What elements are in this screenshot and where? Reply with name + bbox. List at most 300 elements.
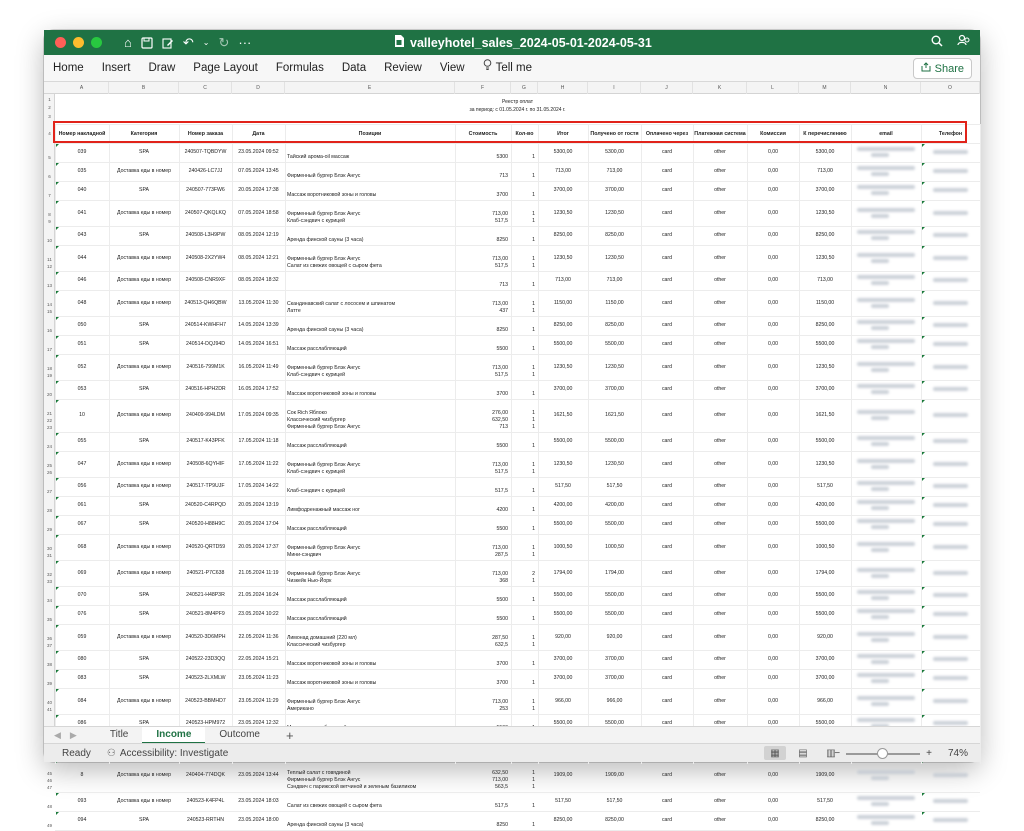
item-qty-cell[interactable]: 1 <box>532 803 535 809</box>
commission-cell[interactable]: 0,00 <box>767 412 779 418</box>
item-name-cell[interactable]: Фирменный бургер Блэк Ангус <box>287 256 361 262</box>
payment-system-cell[interactable]: other <box>714 364 726 370</box>
category-cell[interactable]: Доставка еды в номер <box>117 364 171 370</box>
zoom-out-button[interactable]: − <box>834 748 841 759</box>
total-cell[interactable]: 713,00 <box>555 277 571 283</box>
close-window-button[interactable] <box>55 37 66 48</box>
received-cell[interactable]: 1621,50 <box>605 412 624 418</box>
commission-cell[interactable]: 0,00 <box>767 168 779 174</box>
item-name-cell[interactable]: Массаж расслабляющий <box>287 616 347 622</box>
item-name-cell[interactable]: Теплый салат с говядиной <box>287 770 351 776</box>
item-name-cell[interactable]: Классический чизбургер <box>287 642 346 648</box>
category-cell[interactable]: Доставка еды в номер <box>117 300 171 306</box>
item-name-cell[interactable]: Лимонад домашний (220 мл) <box>287 635 357 641</box>
item-name-cell[interactable]: Мини-сэндвич <box>287 552 322 558</box>
order-number-cell[interactable]: 240508-L3H9PW <box>185 232 226 238</box>
payout-cell[interactable]: 3700,00 <box>815 386 835 392</box>
home-icon[interactable]: ⌂ <box>124 35 132 50</box>
item-qty-cell[interactable]: 1 <box>532 770 535 776</box>
total-cell[interactable]: 8250,00 <box>553 322 573 328</box>
item-qty-cell[interactable]: 1 <box>532 635 535 641</box>
total-cell[interactable]: 5500,00 <box>553 611 573 617</box>
received-cell[interactable]: 713,00 <box>606 168 623 174</box>
item-qty-cell[interactable]: 1 <box>532 642 535 648</box>
paid-via-cell[interactable]: card <box>661 412 673 418</box>
order-number-cell[interactable]: 240507-773FW6 <box>186 187 225 193</box>
category-cell[interactable]: Доставка еды в номер <box>117 255 171 261</box>
paid-via-cell[interactable]: card <box>661 675 673 681</box>
received-cell[interactable]: 920,00 <box>606 634 623 640</box>
row-header[interactable]: 47 <box>46 785 52 790</box>
total-cell[interactable]: 517,50 <box>555 483 571 489</box>
total-cell[interactable]: 1230,50 <box>553 364 573 370</box>
row-header[interactable]: 15 <box>46 309 52 314</box>
invoice-number-cell[interactable]: 053 <box>77 386 87 392</box>
row-header[interactable]: 22 <box>46 418 52 423</box>
payout-cell[interactable]: 920,00 <box>817 634 833 640</box>
commission-cell[interactable]: 0,00 <box>767 300 779 306</box>
payout-cell[interactable]: 713,00 <box>817 277 833 283</box>
item-price-cell[interactable]: 3700 <box>496 680 508 686</box>
item-qty-cell[interactable]: 1 <box>532 365 535 371</box>
redo-icon[interactable]: ↻ <box>218 34 230 50</box>
header-cell[interactable]: email <box>879 130 893 137</box>
date-cell[interactable]: 17.05.2024 11:18 <box>238 438 279 444</box>
row-header[interactable]: 25 <box>46 463 52 468</box>
received-cell[interactable]: 8250,00 <box>605 232 624 238</box>
commission-cell[interactable]: 0,00 <box>767 364 779 370</box>
category-cell[interactable]: Доставка еды в номер <box>117 772 171 778</box>
item-name-cell[interactable]: Чизкейк Нью-Йорк <box>287 578 332 584</box>
commission-cell[interactable]: 0,00 <box>767 187 779 193</box>
page-layout-view-icon[interactable]: ▤ <box>798 747 808 759</box>
received-cell[interactable]: 1909,00 <box>605 772 624 778</box>
payment-system-cell[interactable]: other <box>714 461 726 467</box>
item-qty-cell[interactable]: 2 <box>532 571 535 577</box>
paid-via-cell[interactable]: card <box>661 483 673 489</box>
item-name-cell[interactable]: Фирменный бургер Блэк Ангус <box>287 211 361 217</box>
item-qty-cell[interactable]: 1 <box>532 192 535 198</box>
category-cell[interactable]: SPA <box>139 386 149 392</box>
item-qty-cell[interactable]: 1 <box>532 616 535 622</box>
total-cell[interactable]: 5500,00 <box>553 521 573 527</box>
paid-via-cell[interactable]: card <box>661 386 673 392</box>
item-price-cell[interactable]: 5500 <box>496 526 508 532</box>
category-cell[interactable]: SPA <box>139 322 149 328</box>
item-qty-cell[interactable]: 1 <box>532 777 535 783</box>
order-number-cell[interactable]: 240514-KWHFH7 <box>185 322 226 328</box>
payment-system-cell[interactable]: other <box>714 412 726 418</box>
order-number-cell[interactable]: 240508-6QYHIF <box>186 461 225 467</box>
category-cell[interactable]: Доставка еды в номер <box>117 277 171 283</box>
invoice-number-cell[interactable]: 047 <box>77 461 87 467</box>
received-cell[interactable]: 4200,00 <box>605 502 624 508</box>
date-cell[interactable]: 08.05.2024 18:32 <box>238 277 279 283</box>
commission-cell[interactable]: 0,00 <box>767 611 779 617</box>
title-cell[interactable]: Реестр оплат <box>501 99 533 105</box>
accessibility-status[interactable]: Accessibility: Investigate <box>119 747 229 759</box>
category-cell[interactable]: Доставка еды в номер <box>117 634 171 640</box>
item-qty-cell[interactable]: 1 <box>532 424 535 430</box>
ribbon-tab-data[interactable]: Data <box>341 61 367 74</box>
invoice-number-cell[interactable]: 051 <box>77 341 87 347</box>
column-header-k[interactable]: K <box>693 82 747 94</box>
invoice-number-cell[interactable]: 083 <box>77 675 87 681</box>
column-header-g[interactable]: G <box>511 82 538 94</box>
received-cell[interactable]: 1150,00 <box>605 300 624 306</box>
payout-cell[interactable]: 3700,00 <box>815 187 835 193</box>
commission-cell[interactable]: 0,00 <box>767 502 779 508</box>
item-price-cell[interactable]: 517,5 <box>495 469 508 475</box>
date-cell[interactable]: 07.05.2024 13:45 <box>238 168 279 174</box>
header-cell[interactable]: К перечислению <box>803 130 847 137</box>
row-header[interactable]: 48 <box>46 804 52 809</box>
item-name-cell[interactable]: Лимфодренажный массаж ног <box>287 507 360 513</box>
item-name-cell[interactable]: Клаб-сэндвич с курицей <box>287 372 345 378</box>
order-number-cell[interactable]: 240523-HPM972 <box>185 720 226 726</box>
order-number-cell[interactable]: 240520-H88H9C <box>186 521 225 527</box>
period-cell[interactable]: за период: с 01.05.2024 г. по 31.05.2024 г. <box>469 107 566 113</box>
invoice-number-cell[interactable]: 040 <box>77 187 87 193</box>
row-header[interactable]: 9 <box>48 219 51 224</box>
undo-icon[interactable]: ↶ <box>182 34 194 50</box>
total-cell[interactable]: 713,00 <box>555 168 571 174</box>
payout-cell[interactable]: 1150,00 <box>815 300 835 306</box>
payment-system-cell[interactable]: other <box>714 210 726 216</box>
payout-cell[interactable]: 5500,00 <box>815 592 835 598</box>
row-header[interactable]: 14 <box>46 302 52 307</box>
row-header[interactable]: 27 <box>46 489 52 494</box>
item-name-cell[interactable]: Фирменный бургер Блэк Ангус <box>287 545 361 551</box>
invoice-number-cell[interactable]: 070 <box>77 592 87 598</box>
item-price-cell[interactable]: 632,50 <box>492 770 508 776</box>
row-header[interactable]: 20 <box>46 392 52 397</box>
commission-cell[interactable]: 0,00 <box>767 149 779 155</box>
zoom-window-button[interactable] <box>91 37 102 48</box>
paid-via-cell[interactable]: card <box>661 364 673 370</box>
paid-via-cell[interactable]: card <box>661 611 673 617</box>
item-qty-cell[interactable]: 1 <box>532 462 535 468</box>
received-cell[interactable]: 5500,00 <box>605 592 624 598</box>
invoice-number-cell[interactable]: 052 <box>77 364 87 370</box>
item-name-cell[interactable]: Клаб-сэндвич с курицей <box>287 469 345 475</box>
payout-cell[interactable]: 5500,00 <box>815 438 835 444</box>
row-header[interactable]: 49 <box>46 823 52 828</box>
total-cell[interactable]: 517,50 <box>555 798 571 804</box>
column-header-b[interactable]: B <box>109 82 179 94</box>
payout-cell[interactable]: 8250,00 <box>815 817 835 823</box>
zoom-in-button[interactable]: + <box>926 748 932 759</box>
category-cell[interactable]: SPA <box>139 611 149 617</box>
account-icon[interactable] <box>957 34 970 52</box>
commission-cell[interactable]: 0,00 <box>767 232 779 238</box>
category-cell[interactable]: SPA <box>139 438 149 444</box>
item-name-cell[interactable]: Фирменный бургер Блэк Ангус <box>287 424 361 430</box>
item-price-cell[interactable]: 713,00 <box>492 777 508 783</box>
received-cell[interactable]: 1230,50 <box>605 255 624 261</box>
total-cell[interactable]: 3700,00 <box>553 187 573 193</box>
payout-cell[interactable]: 517,50 <box>817 483 833 489</box>
commission-cell[interactable]: 0,00 <box>767 634 779 640</box>
row-header[interactable]: 13 <box>46 283 52 288</box>
payment-system-cell[interactable]: other <box>714 656 726 662</box>
accessibility-icon[interactable]: ⚇ <box>106 747 116 759</box>
item-price-cell[interactable]: 713,00 <box>492 301 508 307</box>
item-name-cell[interactable]: Массаж расслабляющий <box>287 346 347 352</box>
payout-cell[interactable]: 3700,00 <box>815 675 835 681</box>
received-cell[interactable]: 5500,00 <box>605 611 624 617</box>
row-header[interactable]: 33 <box>46 579 52 584</box>
item-name-cell[interactable]: Фирменный бургер Блэк Ангус <box>287 462 361 468</box>
total-cell[interactable]: 1000,50 <box>553 544 573 550</box>
header-cell[interactable]: Кол-во <box>515 130 534 137</box>
invoice-number-cell[interactable]: 061 <box>77 502 87 508</box>
received-cell[interactable]: 1794,00 <box>605 570 624 576</box>
row-header[interactable]: 37 <box>46 643 52 648</box>
column-header-n[interactable]: N <box>851 82 921 94</box>
row-header[interactable]: 10 <box>46 238 52 243</box>
category-cell[interactable]: SPA <box>139 592 149 598</box>
header-cell[interactable]: Оплачено через <box>645 130 689 137</box>
item-qty-cell[interactable]: 1 <box>532 507 535 513</box>
paid-via-cell[interactable]: card <box>661 720 673 726</box>
total-cell[interactable]: 5500,00 <box>553 592 573 598</box>
total-cell[interactable]: 4200,00 <box>553 502 573 508</box>
row-header[interactable]: 12 <box>46 264 52 269</box>
column-header-i[interactable]: I <box>588 82 641 94</box>
header-cell[interactable]: Платежная система <box>694 130 746 137</box>
date-cell[interactable]: 17.05.2024 09:35 <box>238 412 279 418</box>
total-cell[interactable]: 966,00 <box>555 698 571 704</box>
total-cell[interactable]: 1150,00 <box>553 300 573 306</box>
commission-cell[interactable]: 0,00 <box>767 798 779 804</box>
header-cell[interactable]: Получено от гостя <box>590 130 639 137</box>
date-cell[interactable]: 22.05.2024 15:21 <box>238 656 279 662</box>
order-number-cell[interactable]: 240520-C4RPQD <box>185 502 226 508</box>
item-price-cell[interactable]: 5500 <box>496 597 508 603</box>
item-name-cell[interactable]: Массаж расслабляющий <box>287 597 347 603</box>
commission-cell[interactable]: 0,00 <box>767 656 779 662</box>
order-number-cell[interactable]: 240523-K4FP4L <box>186 798 225 804</box>
item-price-cell[interactable]: 713,00 <box>492 211 508 217</box>
total-cell[interactable]: 3700,00 <box>553 656 573 662</box>
date-cell[interactable]: 23.05.2024 18:03 <box>238 798 279 804</box>
commission-cell[interactable]: 0,00 <box>767 461 779 467</box>
paid-via-cell[interactable]: card <box>661 210 673 216</box>
category-cell[interactable]: Доставка еды в номер <box>117 698 171 704</box>
received-cell[interactable]: 5500,00 <box>605 720 624 726</box>
item-qty-cell[interactable]: 1 <box>532 488 535 494</box>
invoice-number-cell[interactable]: 093 <box>77 798 87 804</box>
received-cell[interactable]: 3700,00 <box>605 675 624 681</box>
item-qty-cell[interactable]: 1 <box>532 706 535 712</box>
item-name-cell[interactable]: Клаб-сэндвич с курицей <box>287 488 345 494</box>
payment-system-cell[interactable]: other <box>714 483 726 489</box>
date-cell[interactable]: 20.05.2024 17:04 <box>238 521 279 527</box>
date-cell[interactable]: 17.05.2024 11:22 <box>238 461 279 467</box>
item-qty-cell[interactable]: 1 <box>532 391 535 397</box>
payment-system-cell[interactable]: other <box>714 255 726 261</box>
received-cell[interactable]: 3700,00 <box>605 656 624 662</box>
payout-cell[interactable]: 966,00 <box>817 698 833 704</box>
item-qty-cell[interactable]: 1 <box>532 211 535 217</box>
item-qty-cell[interactable]: 1 <box>532 545 535 551</box>
order-number-cell[interactable]: 240426-LC7JJ <box>188 168 223 174</box>
ribbon-tab-draw[interactable]: Draw <box>148 61 176 74</box>
commission-cell[interactable]: 0,00 <box>767 341 779 347</box>
payout-cell[interactable]: 1621,50 <box>815 412 835 418</box>
header-cell[interactable]: Позиции <box>358 130 382 137</box>
item-price-cell[interactable]: 713 <box>499 282 508 288</box>
paid-via-cell[interactable]: card <box>661 322 673 328</box>
payment-system-cell[interactable]: other <box>714 698 726 704</box>
item-price-cell[interactable]: 5500 <box>496 346 508 352</box>
order-number-cell[interactable]: 240409-994LDM <box>186 412 225 418</box>
received-cell[interactable]: 3700,00 <box>605 187 624 193</box>
payout-cell[interactable]: 5500,00 <box>815 521 835 527</box>
item-qty-cell[interactable]: 1 <box>532 597 535 603</box>
item-price-cell[interactable]: 287,50 <box>492 635 508 641</box>
total-cell[interactable]: 920,00 <box>555 634 571 640</box>
ribbon-tab-review[interactable]: Review <box>384 61 422 74</box>
date-cell[interactable]: 23.05.2024 11:23 <box>238 675 279 681</box>
item-price-cell[interactable]: 713,00 <box>492 462 508 468</box>
page-break-view-icon[interactable]: ▥ <box>826 747 836 759</box>
order-number-cell[interactable]: 240404-774DQK <box>186 772 225 778</box>
invoice-number-cell[interactable]: 067 <box>77 521 87 527</box>
item-price-cell[interactable]: 713,00 <box>492 545 508 551</box>
category-cell[interactable]: SPA <box>139 521 149 527</box>
order-number-cell[interactable]: 240508-CNR9XF <box>185 277 226 283</box>
column-header-m[interactable]: M <box>799 82 851 94</box>
order-number-cell[interactable]: 240507-TQBDYW <box>184 149 227 155</box>
date-cell[interactable]: 08.05.2024 12:19 <box>238 232 279 238</box>
row-header[interactable]: 31 <box>46 553 52 558</box>
commission-cell[interactable]: 0,00 <box>767 438 779 444</box>
payout-cell[interactable]: 5500,00 <box>815 720 835 726</box>
row-header[interactable]: 41 <box>46 707 52 712</box>
payout-cell[interactable]: 517,50 <box>817 798 833 804</box>
row-header[interactable]: 40 <box>46 700 52 705</box>
invoice-number-cell[interactable]: 048 <box>77 300 87 306</box>
header-cell[interactable]: Комиссия <box>760 130 786 137</box>
sheet-tab-outcome[interactable]: Outcome <box>219 728 260 740</box>
commission-cell[interactable]: 0,00 <box>767 277 779 283</box>
item-price-cell[interactable]: 517,5 <box>495 372 508 378</box>
invoice-number-cell[interactable]: 035 <box>77 168 87 174</box>
item-name-cell[interactable]: Фирменный бургер Блэк Ангус <box>287 571 361 577</box>
payment-system-cell[interactable]: other <box>714 675 726 681</box>
payout-cell[interactable]: 4200,00 <box>815 502 835 508</box>
item-name-cell[interactable]: Фирменный бургер Блэк Ангус <box>287 699 361 705</box>
category-cell[interactable]: Доставка еды в номер <box>117 412 171 418</box>
column-header-l[interactable]: L <box>747 82 799 94</box>
payment-system-cell[interactable]: other <box>714 521 726 527</box>
invoice-number-cell[interactable]: 039 <box>77 149 87 155</box>
total-cell[interactable]: 5500,00 <box>553 341 573 347</box>
item-qty-cell[interactable]: 1 <box>532 469 535 475</box>
ribbon-tab-home[interactable]: Home <box>53 61 84 74</box>
total-cell[interactable]: 1230,50 <box>553 255 573 261</box>
payment-system-cell[interactable]: other <box>714 168 726 174</box>
column-header-o[interactable]: O <box>921 82 980 94</box>
date-cell[interactable]: 21.05.2024 16:24 <box>238 592 279 598</box>
item-qty-cell[interactable]: 1 <box>532 784 535 790</box>
row-header[interactable]: 6 <box>48 174 51 179</box>
sheet-tab-income[interactable]: Income <box>142 727 205 744</box>
invoice-number-cell[interactable]: 094 <box>77 817 87 823</box>
order-number-cell[interactable]: 240517-TP9UJF <box>186 483 225 489</box>
item-name-cell[interactable]: Массаж расслабляющий <box>287 443 347 449</box>
category-cell[interactable]: Доставка еды в номер <box>117 570 171 576</box>
row-header[interactable]: 11 <box>47 257 52 262</box>
item-qty-cell[interactable]: 1 <box>532 282 535 288</box>
item-qty-cell[interactable]: 1 <box>532 327 535 333</box>
payout-cell[interactable]: 1230,50 <box>815 364 835 370</box>
payout-cell[interactable]: 713,00 <box>817 168 833 174</box>
date-cell[interactable]: 13.05.2024 11:30 <box>238 300 279 306</box>
category-cell[interactable]: Доставка еды в номер <box>117 168 171 174</box>
item-qty-cell[interactable]: 1 <box>532 661 535 667</box>
paid-via-cell[interactable]: card <box>661 698 673 704</box>
received-cell[interactable]: 3700,00 <box>605 386 624 392</box>
row-header[interactable]: 28 <box>46 508 52 513</box>
received-cell[interactable]: 1230,50 <box>605 461 624 467</box>
add-sheet-button[interactable]: + <box>285 727 294 743</box>
order-number-cell[interactable]: 240514-DQJ94D <box>186 341 225 347</box>
column-header-c[interactable]: C <box>179 82 232 94</box>
ribbon-tab-page-layout[interactable]: Page Layout <box>193 61 258 74</box>
paid-via-cell[interactable]: card <box>661 187 673 193</box>
paid-via-cell[interactable]: card <box>661 438 673 444</box>
commission-cell[interactable]: 0,00 <box>767 698 779 704</box>
order-number-cell[interactable]: 240516-HPH2DR <box>185 386 226 392</box>
item-name-cell[interactable]: Аренда финской сауны (3 часа) <box>287 822 364 828</box>
item-name-cell[interactable]: Фирменный бургер Блэк Ангус <box>287 173 361 179</box>
received-cell[interactable]: 5500,00 <box>605 341 624 347</box>
payment-system-cell[interactable]: other <box>714 149 726 155</box>
search-icon[interactable] <box>931 34 943 52</box>
category-cell[interactable]: Доставка еды в номер <box>117 483 171 489</box>
payment-system-cell[interactable]: other <box>714 300 726 306</box>
commission-cell[interactable]: 0,00 <box>767 772 779 778</box>
item-name-cell[interactable]: Массаж воротниковой зоны и головы <box>287 192 377 198</box>
order-number-cell[interactable]: 240517-K43PFK <box>186 438 225 444</box>
received-cell[interactable]: 8250,00 <box>605 322 624 328</box>
row-header[interactable]: 1 <box>48 97 51 102</box>
paid-via-cell[interactable]: card <box>661 277 673 283</box>
payment-system-cell[interactable]: other <box>714 817 726 823</box>
date-cell[interactable]: 23.05.2024 11:29 <box>238 698 279 704</box>
header-cell[interactable]: Итог <box>557 130 569 137</box>
item-qty-cell[interactable]: 1 <box>532 308 535 314</box>
commission-cell[interactable]: 0,00 <box>767 322 779 328</box>
item-qty-cell[interactable]: 1 <box>532 301 535 307</box>
item-qty-cell[interactable]: 1 <box>532 218 535 224</box>
item-qty-cell[interactable]: 1 <box>532 173 535 179</box>
item-price-cell[interactable]: 517,5 <box>495 218 508 224</box>
total-cell[interactable]: 1230,50 <box>553 461 573 467</box>
item-name-cell[interactable]: Массаж воротниковой зоны и головы <box>287 680 377 686</box>
order-number-cell[interactable]: 240523-RRTHN <box>186 817 225 823</box>
header-cell[interactable]: Номер заказа <box>187 130 224 137</box>
item-price-cell[interactable]: 4200 <box>496 507 508 513</box>
paid-via-cell[interactable]: card <box>661 255 673 261</box>
date-cell[interactable]: 22.05.2024 11:36 <box>238 634 279 640</box>
commission-cell[interactable]: 0,00 <box>767 544 779 550</box>
payment-system-cell[interactable]: other <box>714 772 726 778</box>
row-header[interactable]: 23 <box>46 425 52 430</box>
